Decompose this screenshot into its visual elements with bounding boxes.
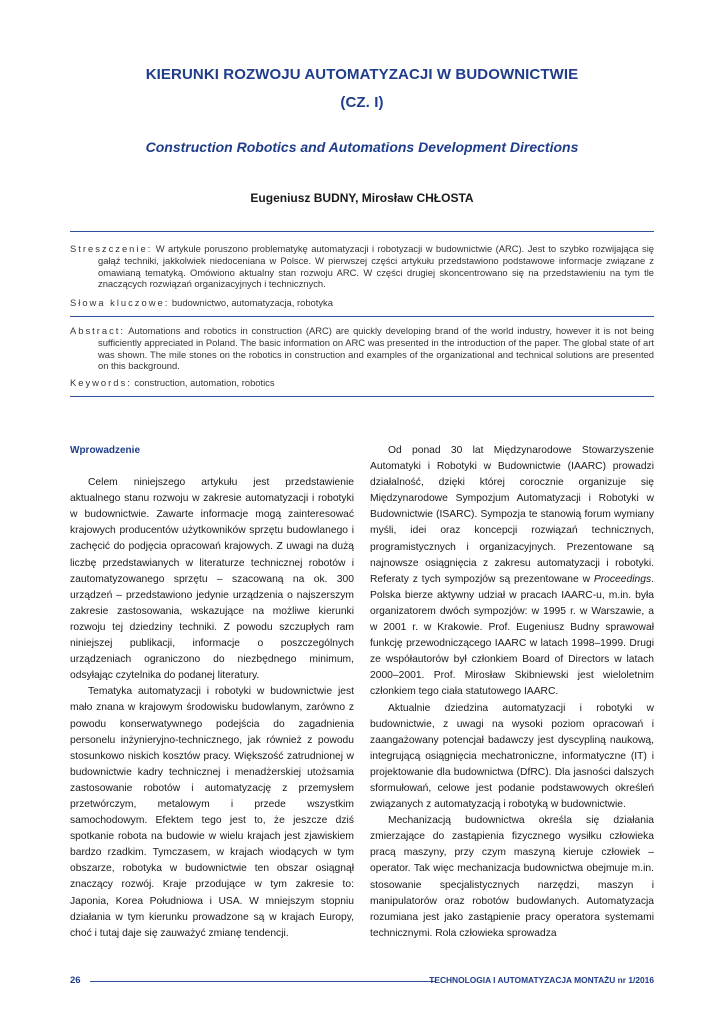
- slowa-kluczowe-text: budownictwo, automatyzacja, robotyka: [169, 297, 333, 308]
- streszczenie-label: Streszczenie:: [70, 243, 153, 254]
- page-footer: [70, 973, 654, 989]
- keywords-text: construction, automation, robotics: [131, 377, 275, 388]
- page-number: 26: [70, 975, 81, 986]
- bottom-divider: [70, 396, 654, 397]
- paragraph: Tematyka automatyzacji i robotyki w budownictwie jest mało znana w krajowym środowisku budowlanym, zarówno z powodu konserwatywnego podejścia do zagadnienia personelu inżynieryjno-technicznego, jak również z powodu stosunkowo niskich kosztów pracy. Większość zatrudnionej w budownictwie kadry technicznej i menadżerskiej utożsamia zastosowanie robotów i automatyzację z przemysłem przetwórczym, metalowym i przede wszystkim samochodowym. Efektem tego jest to, że jeszcze dziś spotkanie robota na budowie w wielu krajach jest zjawiskiem bardzo rzadkim. Tymczasem, w krajach wiodących w tym obszarze, robotyka w budownictwie ten obszar osiągnął znaczący rozwój. Kraje przodujące w tym zakresie to: Japonia, Korea Południowa i USA. W mniejszym stopniu działania w tym kierunku prowadzone są w krajach Europy, choć i tutaj daje się zauważyć zmianę tendencji.: [70, 686, 354, 939]
- right-column: [370, 443, 654, 942]
- english-title: Construction Robotics and Automations Development Directions: [145, 139, 579, 155]
- authors: Eugeniusz BUDNY, Mirosław CHŁOSTA: [250, 191, 474, 205]
- article-title-line2: (CZ. I): [340, 94, 384, 111]
- keywords-block: [70, 377, 654, 389]
- proceedings-italic: Proceedings: [593, 573, 652, 585]
- abstract-label: Abstract:: [70, 325, 125, 336]
- slowa-kluczowe-block: [70, 297, 654, 309]
- keywords-label: Keywords:: [70, 377, 132, 388]
- abstract-block: [70, 325, 654, 372]
- paragraph: Mechanizacją budownictwa określa się działania zmierzające do zastąpienia fizycznego wysiłku człowieka pracą maszyny, przy czym maszyną kieruje człowiek – operator. Tak więc mechanizacja budownictwa obejmuje m.in. stosowanie specjalistycznych narzędzi, maszyn i manipulatorów oraz robotów budowlanych. Automatyzacja rozumiana jest jako zastąpienie pracy operatora systemami technicznymi. Rola człowieka sprowadza: [370, 815, 654, 939]
- top-divider: [70, 231, 654, 232]
- paragraph: Od ponad 30 lat Międzynarodowe Stowarzyszenie Automatyki i Robotyki w Budownictwie (IAARC) prowadzi działalność, dzięki której corocznie organizuje się Międzynarodowe Sympozjum Automatyzacji i Robotyki w Budownictwie (ISARC). Sympozja te stanowią forum wymiany myśli, idei oraz koncepcji rozwiązań technicznych, programistycznych i organizacyjnych. Prezentowane są najnowsze osiągnięcia z zakresu automatyzacji i robotyki. Referaty z tych sympozjów są prezentowane w Proceedings. Polska bierze aktywny udział w pracach IAARC-u, m.in. była organizatorem dwóch sympozjów: w 1995 r. w Warszawie, a w 2001 r. w Krakowie. Prof. Eugeniusz Budny sprawował funkcję przewodniczącego IAARC w latach 1998–1999. Drugi ze współautorów był członkiem Board of Directors w latach 2000–2001. Prof. Mirosław Skibniewski jest wieloletnim członkiem tego ciała statutowego IAARC.: [370, 445, 654, 698]
- paragraph: Aktualnie dziedzina automatyzacji i robotyki w budownictwie, z uwagi na wysoki poziom opracowań i zaangażowany potencjał badawczy jest dyscypliną naukową, integrującą osiągnięcia mechatroniczne, informatyczne (IT) i projektowanie dla budownictwa (DfRC). Dla jasności dalszych sformułowań, celowe jest podanie podstawowych określeń związanych z automatyzacją i robotyką w budownictwie.: [370, 702, 654, 811]
- slowa-kluczowe-label: Słowa kluczowe:: [70, 297, 170, 308]
- middle-divider: [70, 316, 654, 317]
- streszczenie-text: W artykule poruszono problematykę automatyzacji i robotyzacji w budownictwie (ARC). Jest to szybko rozwijająca się gałąź techniki, jakkolwiek niedoceniana w Polsce. W pierwszej części artykułu przedstawiono podstawowe informacje związane z omawianą tematyką. Omówiono aktualny stan rozwoju ARC. W części drugiej skoncentrowano się na przedstawieniu na tym tle znaczących rozwiązań organizacyjnych i technicznych.: [98, 243, 654, 290]
- journal-name: TECHNOLOGIA I AUTOMATYZACJA MONTAŻU nr 1/2016: [429, 975, 654, 985]
- abstract-text: Automations and robotics in construction (ARC) are quickly developing brand of the world industry, however it is not being sufficiently appreciated in Poland. The basic information on ARC was presented in the introduction of the paper. The global state of art was shown. The mile stones on the robotics in construction and examples of the organizational and technical solutions are presented on this background.: [98, 325, 654, 372]
- section-heading: Wprowadzenie: [70, 445, 141, 456]
- article-title-line1: KIERUNKI ROZWOJU AUTOMATYZACJI W BUDOWNICTWIE: [145, 66, 579, 83]
- paragraph: Celem niniejszego artykułu jest przedstawienie aktualnego stanu rozwoju w zakresie automatyzacji i robotyki w budownictwie. Zawarte informacje mogą zainteresować krajowych producentów użytkowników sprzętu budowlanego i zachęcić do podjęcia opracowań krajowych. Z uwagi na dużą liczbę przedstawianych w literaturze technicznej robotów i zautomatyzowanego sprzętu – szacowaną na ok. 300 urządzeń – przedstawiono jedynie urządzenia o najszerszym zakresie zastosowania, wskazujące na możliwe kierunki rozwoju tej dziedziny techniki. Z powodu szczupłych ram niniejszej publikacji, informacje o poszczególnych urządzeniach ograniczono do niezbędnego minimum, odsyłając czytelnika do podanej literatury.: [70, 477, 354, 682]
- left-column: [70, 443, 354, 942]
- streszczenie-block: [70, 243, 654, 290]
- footer-rule: [90, 981, 436, 982]
